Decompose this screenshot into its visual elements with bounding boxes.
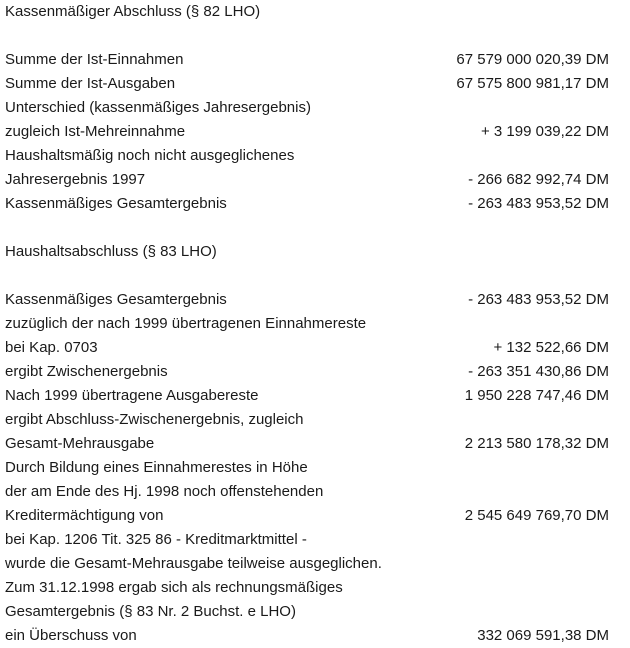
table-row	[5, 600, 609, 624]
row-value: 2 545 649 769,70 DM	[464, 507, 609, 524]
row-label: Gesamt-Mehrausgabe	[5, 435, 155, 452]
table-row	[5, 624, 609, 648]
heading-text: Haushaltsabschluss (§ 83 LHO)	[5, 243, 217, 260]
row-value: + 132 522,66 DM	[493, 339, 609, 356]
row-value: 67 575 800 981,17 DM	[456, 75, 609, 92]
row-label: wurde die Gesamt-Mehrausgabe teilweise ausgeglichen.	[5, 555, 382, 572]
table-row	[5, 48, 609, 72]
table-row	[5, 384, 609, 408]
row-label: Unterschied (kassenmäßiges Jahresergebnis)	[5, 99, 311, 116]
row-value: - 263 483 953,52 DM	[468, 291, 609, 308]
table-row	[5, 360, 609, 384]
table-row	[5, 408, 609, 432]
table-row	[5, 96, 609, 120]
table-row	[5, 456, 609, 480]
row-value: + 3 199 039,22 DM	[480, 123, 609, 140]
row-value: - 263 351 430,86 DM	[468, 363, 609, 380]
row-value: - 266 682 992,74 DM	[468, 171, 609, 188]
row-label: Kassenmäßiges Gesamtergebnis	[5, 291, 227, 308]
row-value: 1 950 228 747,46 DM	[464, 387, 609, 404]
row-label: der am Ende des Hj. 1998 noch offenstehenden	[5, 483, 324, 500]
row-value: 332 069 591,38 DM	[477, 627, 609, 644]
table-row	[5, 312, 609, 336]
row-label: bei Kap. 1206 Tit. 325 86 - Kreditmarktmittel -	[5, 531, 307, 548]
row-label: Summe der Ist-Ausgaben	[5, 75, 176, 92]
row-label: Durch Bildung eines Einnahmerestes in Höhe	[5, 459, 308, 476]
row-label: ein Überschuss von	[5, 627, 137, 644]
table-row	[5, 168, 609, 192]
row-label: ergibt Zwischenergebnis	[5, 363, 168, 380]
table-row	[5, 72, 609, 96]
row-label: Jahresergebnis 1997	[5, 171, 146, 188]
row-value: 67 579 000 020,39 DM	[456, 51, 609, 68]
table-row	[5, 192, 609, 216]
table-row	[5, 120, 609, 144]
row-label: ergibt Abschluss-Zwischenergebnis, zugleich	[5, 411, 304, 428]
table-row	[5, 432, 609, 456]
heading-text: Kassenmäßiger Abschluss (§ 82 LHO)	[5, 3, 261, 20]
row-value: - 263 483 953,52 DM	[468, 195, 609, 212]
row-label: Gesamtergebnis (§ 83 Nr. 2 Buchst. e LHO)	[5, 603, 296, 620]
row-label: Kassenmäßiges Gesamtergebnis	[5, 195, 227, 212]
section-heading-kassenabschluss	[5, 0, 609, 24]
table-row	[5, 144, 609, 168]
table-row	[5, 552, 609, 576]
table-row	[5, 480, 609, 504]
row-label: zuzüglich der nach 1999 übertragenen Einnahmereste	[5, 315, 367, 332]
row-label: Haushaltsmäßig noch nicht ausgeglichenes	[5, 147, 295, 164]
row-label: Zum 31.12.1998 ergab sich als rechnungsmäßiges	[5, 579, 343, 596]
row-label: Kreditermächtigung von	[5, 507, 164, 524]
table-row	[5, 528, 609, 552]
table-row	[5, 336, 609, 360]
row-label: Summe der Ist-Einnahmen	[5, 51, 184, 68]
table-row	[5, 288, 609, 312]
row-label: zugleich Ist-Mehreinnahme	[5, 123, 186, 140]
table-row	[5, 576, 609, 600]
table-row	[5, 504, 609, 528]
section-heading-haushaltsabschluss	[5, 240, 609, 264]
row-label: bei Kap. 0703	[5, 339, 98, 356]
row-label: Nach 1999 übertragene Ausgabereste	[5, 387, 259, 404]
row-value: 2 213 580 178,32 DM	[464, 435, 609, 452]
